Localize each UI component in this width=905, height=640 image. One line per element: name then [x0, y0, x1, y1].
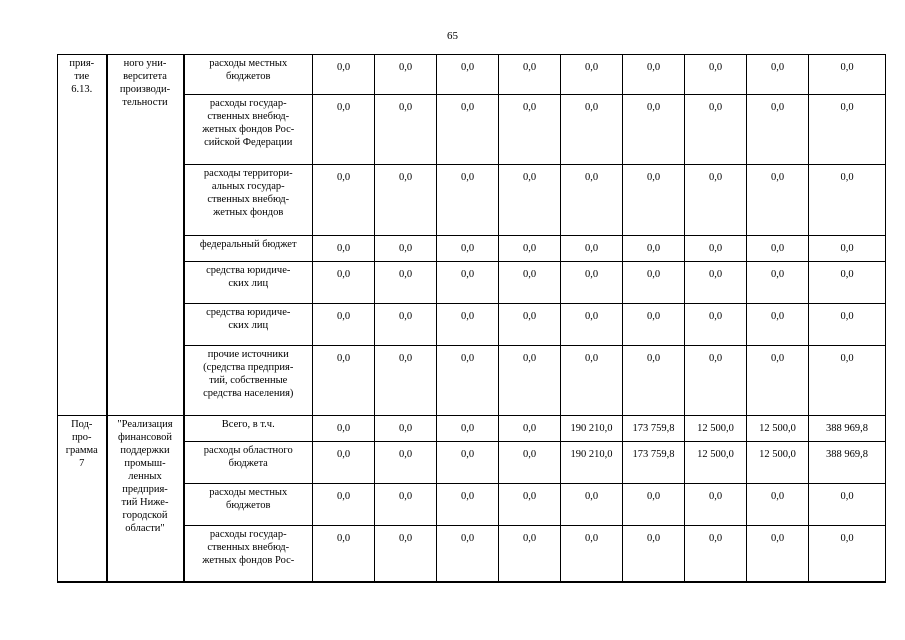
value-cell: 0,0: [623, 526, 685, 582]
value-cell: 0,0: [809, 95, 886, 165]
value-cell: 0,0: [437, 442, 499, 484]
funding-source-cell: расходы местных бюджетов: [184, 55, 313, 95]
value-cell: 0,0: [499, 95, 561, 165]
value-cell: 0,0: [809, 304, 886, 346]
value-cell: 388 969,8: [809, 442, 886, 484]
value-cell: 0,0: [313, 484, 375, 526]
value-cell: 0,0: [747, 55, 809, 95]
value-cell: 0,0: [375, 526, 437, 582]
value-cell: 0,0: [375, 95, 437, 165]
funding-source-cell: прочие источники (средства предприя- тий, собственные средства населения): [184, 346, 313, 416]
value-cell: 0,0: [437, 416, 499, 442]
item-code-cell: прия- тие 6.13.: [58, 55, 107, 416]
value-cell: 0,0: [809, 526, 886, 582]
value-cell: 0,0: [437, 484, 499, 526]
value-cell: 0,0: [437, 95, 499, 165]
value-cell: 0,0: [747, 95, 809, 165]
value-cell: 0,0: [747, 484, 809, 526]
value-cell: 0,0: [561, 346, 623, 416]
value-cell: 0,0: [313, 236, 375, 262]
value-cell: 0,0: [809, 484, 886, 526]
value-cell: 0,0: [561, 526, 623, 582]
value-cell: 0,0: [685, 346, 747, 416]
value-cell: 190 210,0: [561, 416, 623, 442]
value-cell: 0,0: [437, 236, 499, 262]
value-cell: 0,0: [561, 236, 623, 262]
value-cell: 173 759,8: [623, 416, 685, 442]
value-cell: 0,0: [437, 262, 499, 304]
value-cell: 0,0: [375, 236, 437, 262]
value-cell: 0,0: [561, 95, 623, 165]
value-cell: 0,0: [623, 346, 685, 416]
value-cell: 0,0: [685, 304, 747, 346]
value-cell: 0,0: [623, 55, 685, 95]
value-cell: 0,0: [499, 165, 561, 236]
value-cell: 0,0: [561, 165, 623, 236]
value-cell: 0,0: [685, 526, 747, 582]
value-cell: 0,0: [375, 55, 437, 95]
value-cell: 0,0: [809, 262, 886, 304]
funding-source-cell: расходы государ- ственных внебюд- жетных фондов Рос- сийской Федерации: [184, 95, 313, 165]
value-cell: 0,0: [499, 442, 561, 484]
value-cell: 0,0: [375, 304, 437, 346]
value-cell: 0,0: [499, 55, 561, 95]
value-cell: 0,0: [561, 262, 623, 304]
value-cell: 0,0: [313, 262, 375, 304]
value-cell: 0,0: [313, 165, 375, 236]
value-cell: 12 500,0: [685, 442, 747, 484]
value-cell: 190 210,0: [561, 442, 623, 484]
funding-source-cell: Всего, в т.ч.: [184, 416, 313, 442]
value-cell: 0,0: [437, 526, 499, 582]
value-cell: 0,0: [437, 165, 499, 236]
value-cell: 0,0: [623, 165, 685, 236]
value-cell: 0,0: [313, 346, 375, 416]
value-cell: 173 759,8: [623, 442, 685, 484]
item-code-cell: Под- про- грамма 7: [58, 416, 107, 582]
value-cell: 0,0: [313, 304, 375, 346]
value-cell: 0,0: [623, 236, 685, 262]
value-cell: 0,0: [561, 484, 623, 526]
budget-table: [57, 54, 886, 583]
value-cell: 0,0: [375, 165, 437, 236]
table-row: [58, 55, 886, 95]
value-cell: 12 500,0: [747, 416, 809, 442]
value-cell: 0,0: [313, 95, 375, 165]
value-cell: 0,0: [747, 346, 809, 416]
value-cell: 0,0: [809, 165, 886, 236]
value-cell: 0,0: [623, 262, 685, 304]
value-cell: 0,0: [437, 304, 499, 346]
value-cell: 0,0: [437, 55, 499, 95]
value-cell: 0,0: [499, 484, 561, 526]
funding-source-cell: расходы территори- альных государ- ственных внебюд- жетных фондов: [184, 165, 313, 236]
value-cell: 0,0: [685, 236, 747, 262]
value-cell: 0,0: [499, 304, 561, 346]
value-cell: 0,0: [809, 346, 886, 416]
value-cell: 0,0: [375, 442, 437, 484]
value-cell: 0,0: [685, 484, 747, 526]
funding-source-cell: федеральный бюджет: [184, 236, 313, 262]
funding-source-cell: расходы областного бюджета: [184, 442, 313, 484]
value-cell: 0,0: [499, 526, 561, 582]
value-cell: 0,0: [499, 262, 561, 304]
table-body: [58, 55, 886, 582]
value-cell: 0,0: [747, 304, 809, 346]
value-cell: 0,0: [747, 526, 809, 582]
funding-source-cell: средства юридиче- ских лиц: [184, 304, 313, 346]
value-cell: 0,0: [623, 484, 685, 526]
value-cell: 0,0: [809, 55, 886, 95]
item-name-cell: "Реализация финансовой поддержки промыш- ленных предприя- тий Ниже- городской области": [107, 416, 184, 582]
value-cell: 0,0: [685, 262, 747, 304]
value-cell: 0,0: [499, 346, 561, 416]
value-cell: 0,0: [313, 526, 375, 582]
value-cell: 0,0: [685, 55, 747, 95]
value-cell: 0,0: [623, 304, 685, 346]
funding-source-cell: расходы государ- ственных внебюд- жетных фондов Рос-: [184, 526, 313, 582]
value-cell: 0,0: [375, 346, 437, 416]
page-number: 65: [447, 30, 458, 42]
value-cell: 0,0: [561, 55, 623, 95]
value-cell: 0,0: [313, 442, 375, 484]
value-cell: 0,0: [809, 236, 886, 262]
value-cell: 0,0: [747, 165, 809, 236]
funding-source-cell: средства юридиче- ских лиц: [184, 262, 313, 304]
value-cell: 0,0: [685, 165, 747, 236]
value-cell: 0,0: [561, 304, 623, 346]
value-cell: 0,0: [375, 262, 437, 304]
item-name-cell: ного уни- верситета производи- тельности: [107, 55, 184, 416]
value-cell: 388 969,8: [809, 416, 886, 442]
value-cell: 12 500,0: [747, 442, 809, 484]
value-cell: 0,0: [747, 262, 809, 304]
value-cell: 0,0: [499, 236, 561, 262]
value-cell: 12 500,0: [685, 416, 747, 442]
value-cell: 0,0: [375, 416, 437, 442]
value-cell: 0,0: [685, 95, 747, 165]
value-cell: 0,0: [747, 236, 809, 262]
value-cell: 0,0: [313, 55, 375, 95]
value-cell: 0,0: [375, 484, 437, 526]
value-cell: 0,0: [313, 416, 375, 442]
value-cell: 0,0: [437, 346, 499, 416]
value-cell: 0,0: [623, 95, 685, 165]
value-cell: 0,0: [499, 416, 561, 442]
table-row: [58, 416, 886, 442]
funding-source-cell: расходы местных бюджетов: [184, 484, 313, 526]
